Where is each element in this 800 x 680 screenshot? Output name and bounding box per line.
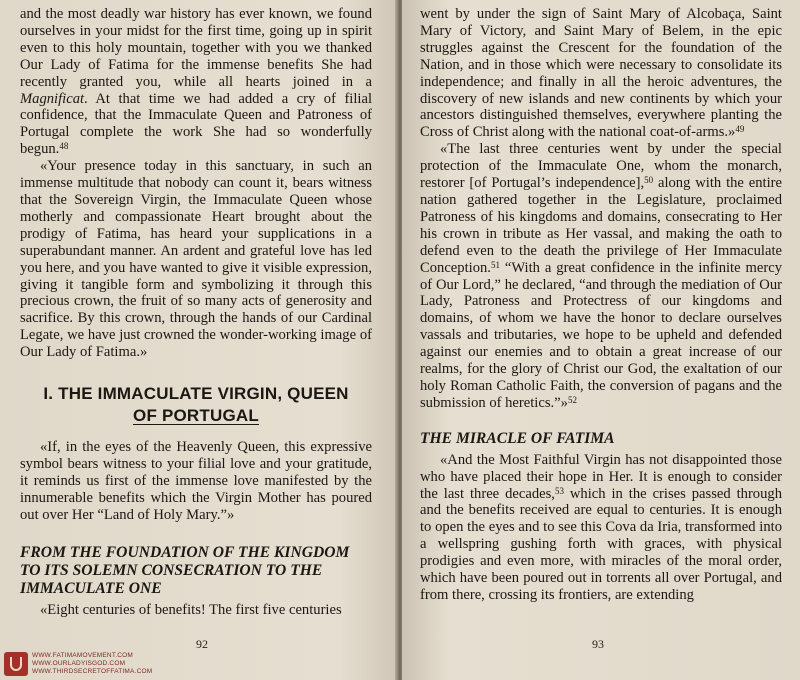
left-paragraph-2: «Your presence today in this sanctuary, in such an immense multitude that nobody can count it, bears witness that the Sovereign Virgin, the Immaculate Queen whose motherly and compassionate Heart brought about the prodigy of Fatima, has heard your supplications in a superabundant manner. An ardent and grateful love has led you here, and you have wanted to give it visible expression, giving it tangible form and symbolizing it through this precious crown, the fruit of so many acts of generosity and sacrifice. By this crown, through the hands of our Cardinal Legate, we have just crowned the wonder-working image of Our Lady of Fatima.»	[20, 158, 372, 361]
watermark-url-3: WWW.THIRDSECRETOFFATIMA.COM	[32, 668, 153, 675]
footnote-49: 49	[735, 124, 745, 135]
page-number-right: 93	[592, 637, 604, 651]
subheading-miracle-of-fatima: THE MIRACLE OF FATIMA	[420, 429, 615, 447]
footnote-53: 53	[554, 485, 564, 496]
subheading-foundation-kingdom: FROM THE FOUNDATION OF THE KINGDOM TO ITS SOLEMN CONSECRATION TO THE IMMACULATE ONE	[20, 543, 350, 597]
fatima-logo-icon	[4, 652, 28, 676]
watermark-url-2: WWW.OURLADYISGOD.COM	[32, 660, 126, 667]
footnote-51: 51	[490, 259, 500, 270]
footnote-50: 50	[644, 175, 654, 186]
watermark	[4, 652, 152, 676]
magnificat-italic: Magnificat	[20, 90, 85, 107]
watermark-url-1: WWW.FATIMAMOVEMENT.COM	[32, 652, 134, 659]
left-paragraph-1: and the most deadly war history has ever known, we found ourselves in your midst for the first time, going up in spirit even to this holy mountain, together with you we thanked Our Lady of Fatima for the immense benefits She had recently granted you, while all hearts joined in a Magnificat. At that time we had added a cry of filial confidence, that the Immaculate Queen and Patroness of Portugal complete the work She had so wonderfully begun.$^{48}$	[20, 6, 372, 158]
footnote-52: 52	[567, 394, 577, 405]
left-page	[0, 0, 398, 680]
right-paragraph-3: «And the Most Faithful Virgin has not disappointed those who have placed their hope in Her. It is enough to consider the last three decades,$^{53}$ which in the crises passed through and the benefits received are equal to centuries. It is enough to open the eyes and to see this Cova da Iria, transformed into a wellspring gushing forth with graces, with physical prodigies and even more, with miracles of the moral order, which have been poured out in torrents all over Portugal, and from there, crossing its frontiers, are extending	[420, 451, 782, 603]
right-page	[402, 0, 800, 680]
right-text-column	[420, 6, 782, 604]
right-paragraph-1: went by under the sign of Saint Mary of Alcobaça, Saint Mary of Victory, and Saint Mary of Belem, in the epic struggles against the Crescent for the foundation of the Nation, and in those which were necessary to consolidate its independence; and finally in all the heroic adventures, the discovery of new islands and new continents by which your ancestors distinguished themselves, everywhere planting the Cross of Christ along with the national coat-of-arms.»$^{49}$	[420, 6, 782, 141]
page-number-left: 92	[196, 637, 208, 651]
section-heading-immaculate-virgin: I. THE IMMACULATE VIRGIN, QUEEN OF PORTUGAL	[43, 384, 349, 426]
footnote-48: 48	[59, 141, 69, 152]
left-text-column	[20, 6, 372, 618]
right-paragraph-2: «The last three centuries went by under the special protection of the Immaculate One, whom the monarch, restorer [of Portugal’s independence],$^{50}$ along with the entire nation gathered together in the Legislature, proclaimed Patroness of his kingdoms and domains, consecrating to Her his crown in tribute as Her vassal, and making the oath to defend even to the death the privilege of Her Immaculate Conception.$^{51}$ “With a great confidence in the infinite mercy of Our Lord,” he declared, “and through the mediation of Our Lady, Patroness and Protectress of our kingdoms and domains, of whom we have the honor to declare ourselves vassals and tributaries, we hope to be upheld and defended against our enemies and to obtain a great increase of our realms, for the glory of Christ our God, the exaltation of our holy Roman Catholic Faith, the conversion of pagans and the submission of heretics.”»$^{52}$	[420, 141, 782, 411]
left-paragraph-3: «If, in the eyes of the Heavenly Queen, this expressive symbol bears witness to your filial love and your gratitude, it reminds us first of the immense love manifested by the innumerable benefits which the Virgin Mother has poured out over Her “Land of Holy Mary.”»	[20, 439, 372, 523]
left-paragraph-4: «Eight centuries of benefits! The first five centuries	[40, 601, 342, 618]
